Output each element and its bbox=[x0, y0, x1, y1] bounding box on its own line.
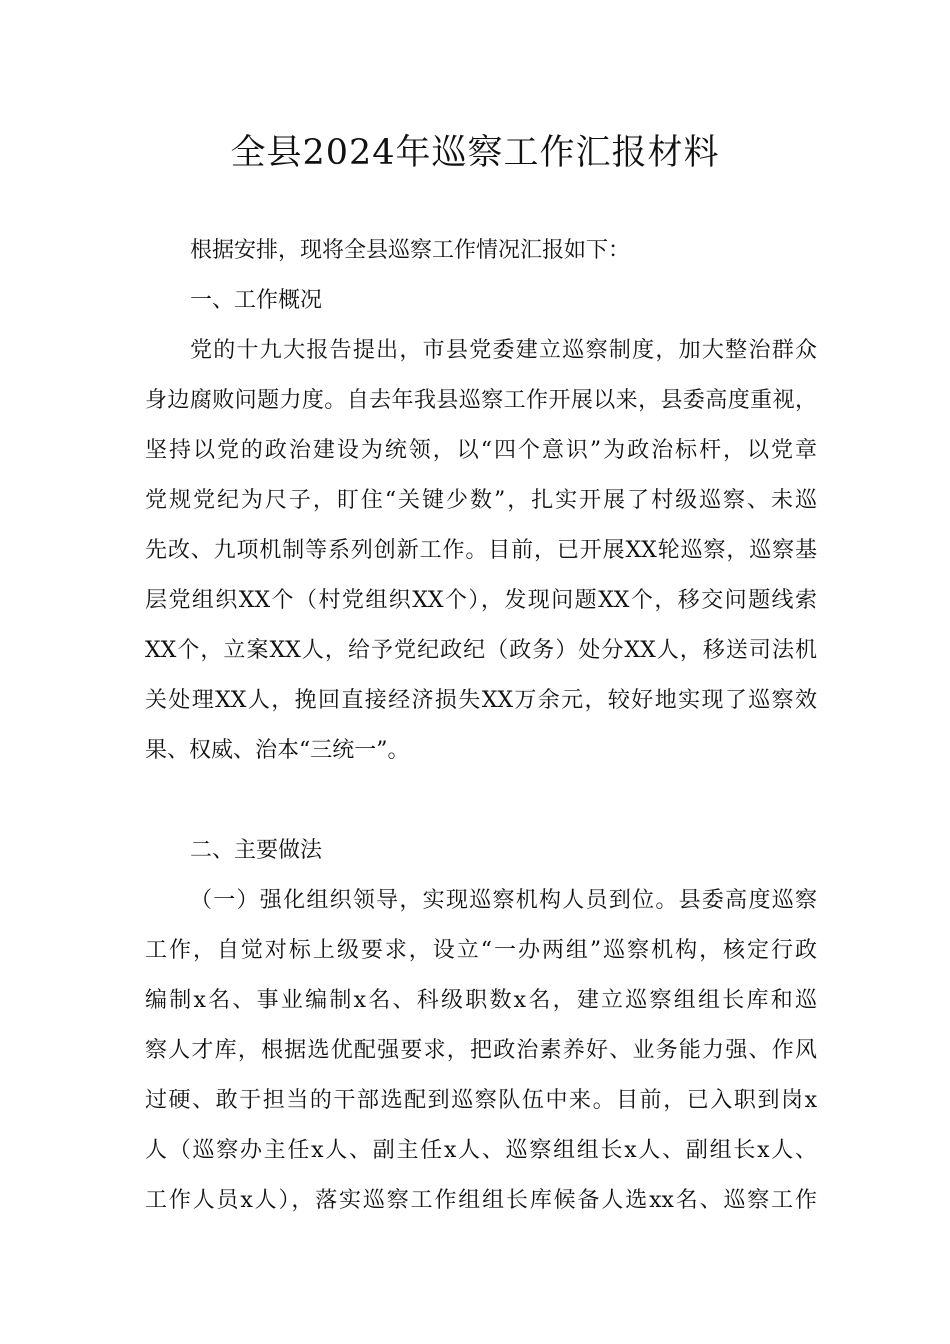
section1-line: 先改、九项机制等系列创新工作。目前，已开展XX轮巡察，巡察基 bbox=[145, 538, 817, 563]
section2-line: 编制x名、事业编制x名、科级职数x名，建立巡察组组长库和巡 bbox=[145, 988, 817, 1013]
intro-paragraph: 根据安排，现将全县巡察工作情况汇报如下： bbox=[190, 238, 631, 263]
section1-line: 果、权威、治本“三统一”。 bbox=[145, 738, 410, 763]
section2-line: 人（巡察办主任x人、副主任x人、巡察组组长x人、副组长x人、 bbox=[145, 1138, 817, 1163]
section1-line: 党规党纪为尺子，盯住“关键少数”，扎实开展了村级巡察、未巡 bbox=[145, 488, 817, 513]
section1-heading: 一、工作概况 bbox=[190, 288, 323, 313]
document-title: 全县2024年巡察工作汇报材料 bbox=[230, 133, 720, 173]
section1-line: 关处理XX人，挽回直接经济损失XX万余元，较好地实现了巡察效 bbox=[145, 688, 817, 713]
section1-line: 层党组织XX个（村党组织XX个），发现问题XX个，移交问题线索 bbox=[145, 588, 817, 613]
section1-line: 党的十九大报告提出，市县党委建立巡察制度，加大整治群众 bbox=[190, 338, 817, 363]
section1-line: 坚持以党的政治建设为统领，以“四个意识”为政治标杆，以党章 bbox=[145, 438, 817, 463]
section2-line: 工作人员x人），落实巡察工作组组长库候备人选xx名、巡察工作 bbox=[145, 1188, 817, 1213]
section2-heading: 二、主要做法 bbox=[190, 838, 323, 863]
section2-line: （一）强化组织领导，实现巡察机构人员到位。县委高度巡察 bbox=[190, 888, 817, 913]
section2-line: 过硬、敢于担当的干部选配到巡察队伍中来。目前，已入职到岗x bbox=[145, 1088, 817, 1113]
section1-line: XX个，立案XX人，给予党纪政纪（政务）处分XX人，移送司法机 bbox=[145, 638, 817, 663]
section1-line: 身边腐败问题力度。自去年我县巡察工作开展以来，县委高度重视， bbox=[145, 388, 817, 413]
section2-line: 工作，自觉对标上级要求，设立“一办两组”巡察机构，核定行政 bbox=[145, 938, 817, 963]
section2-line: 察人才库，根据选优配强要求，把政治素养好、业务能力强、作风 bbox=[145, 1038, 817, 1063]
